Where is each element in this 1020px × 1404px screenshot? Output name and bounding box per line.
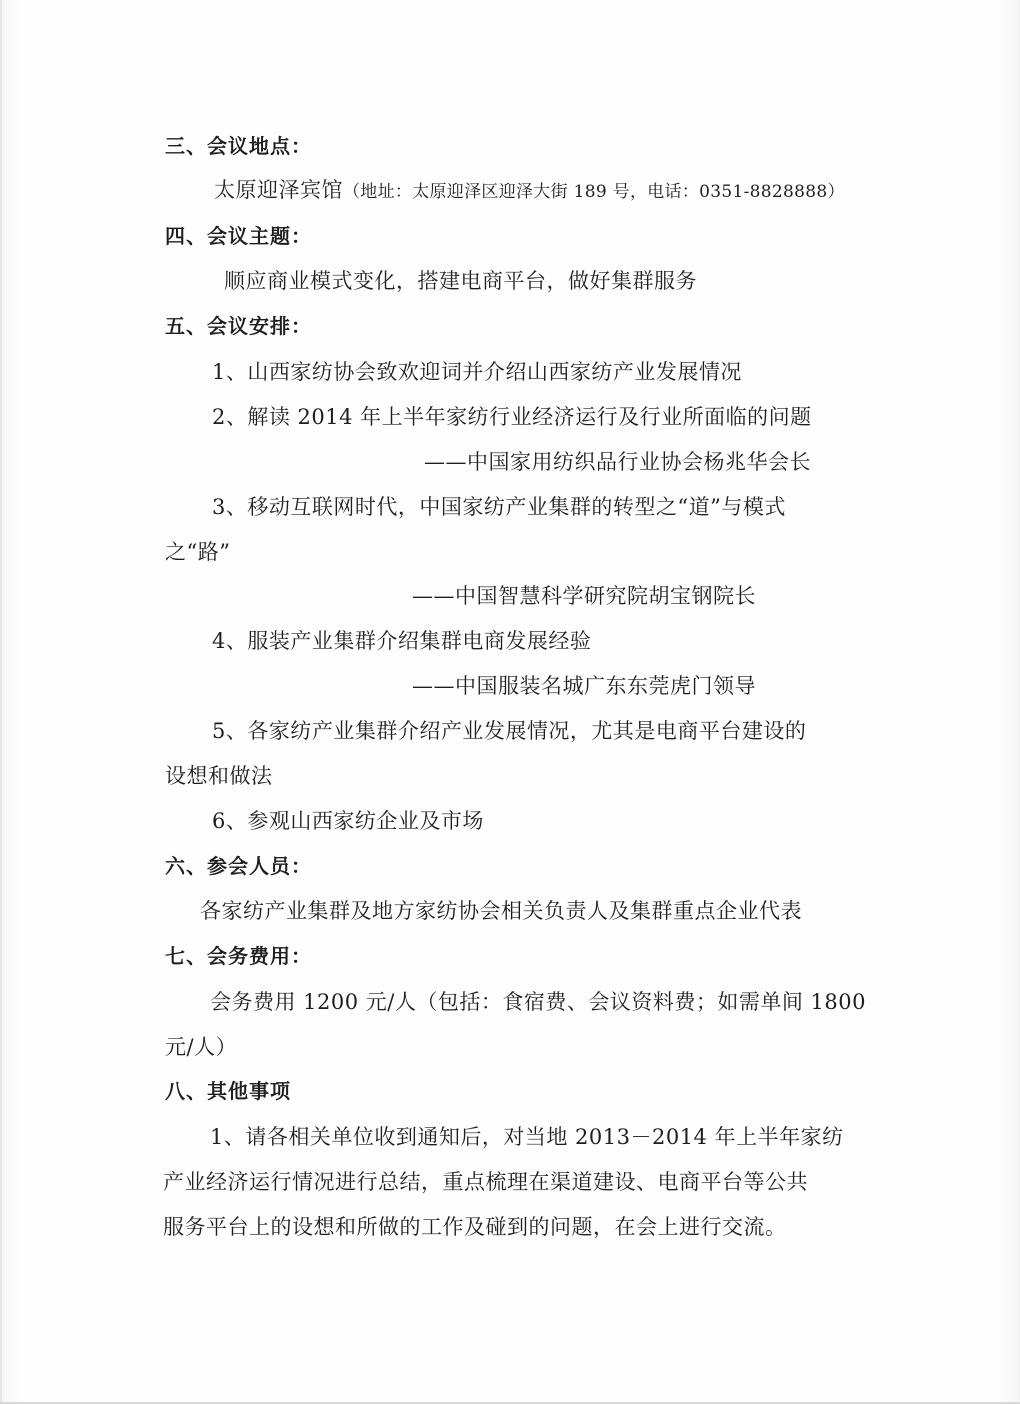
fees-line-2: 元/人） (165, 1035, 238, 1059)
agenda-item-4: 4、服装产业集群介绍集群电商发展经验 (212, 629, 592, 653)
agenda-item-4-speaker: ——中国服装名城广东东莞虎门领导 (412, 674, 756, 698)
other-item-1-line-3: 服务平台上的设想和所做的工作及碰到的问题，在会上进行交流。 (163, 1215, 787, 1239)
agenda-item-3-speaker: ——中国智慧科学研究院胡宝钢院长 (412, 584, 756, 608)
other-item-1-line-2: 产业经济运行情况进行总结，重点梳理在渠道建设、电商平台等公共 (163, 1170, 808, 1194)
location-line (214, 176, 845, 206)
theme-text: 顺应商业模式变化，搭建电商平台，做好集群服务 (224, 269, 697, 293)
section-attendees-heading: 六、参会人员： (165, 854, 312, 878)
agenda-item-2: 2、解读 2014 年上半年家纺行业经济运行及行业所面临的问题 (212, 405, 812, 429)
agenda-item-2-speaker: ——中国家用纺织品行业协会杨兆华会长 (424, 450, 811, 474)
section-theme-heading: 四、会议主题： (165, 224, 312, 248)
other-item-1-line-1: 1、请各相关单位收到通知后，对当地 2013－2014 年上半年家纺 (210, 1125, 844, 1149)
agenda-item-5-line-2: 设想和做法 (165, 764, 273, 788)
attendees-text: 各家纺产业集群及地方家纺协会相关负责人及集群重点企业代表 (200, 899, 802, 923)
location-venue: 太原迎泽宾馆 (214, 178, 343, 202)
location-venue-detail: （地址：太原迎泽区迎泽大街 189 号，电话：0351-8828888） (343, 182, 845, 202)
section-other-heading: 八、其他事项 (165, 1079, 291, 1103)
fees-line-1: 会务费用 1200 元/人（包括：食宿费、会议资料费；如需单间 1800 (210, 990, 866, 1014)
agenda-item-3-line-2: 之“路” (165, 540, 231, 564)
section-location-heading: 三、会议地点： (165, 134, 312, 158)
agenda-item-5-line-1: 5、各家纺产业集群介绍产业发展情况，尤其是电商平台建设的 (212, 719, 807, 743)
agenda-item-6: 6、参观山西家纺企业及市场 (212, 809, 484, 833)
scan-edge (0, 0, 2, 1404)
agenda-item-3-line-1: 3、移动互联网时代，中国家纺产业集群的转型之“道”与模式 (212, 495, 786, 519)
section-agenda-heading: 五、会议安排： (165, 314, 312, 338)
section-fees-heading: 七、会务费用： (165, 944, 312, 968)
agenda-item-1: 1、山西家纺协会致欢迎词并介绍山西家纺产业发展情况 (212, 360, 742, 384)
